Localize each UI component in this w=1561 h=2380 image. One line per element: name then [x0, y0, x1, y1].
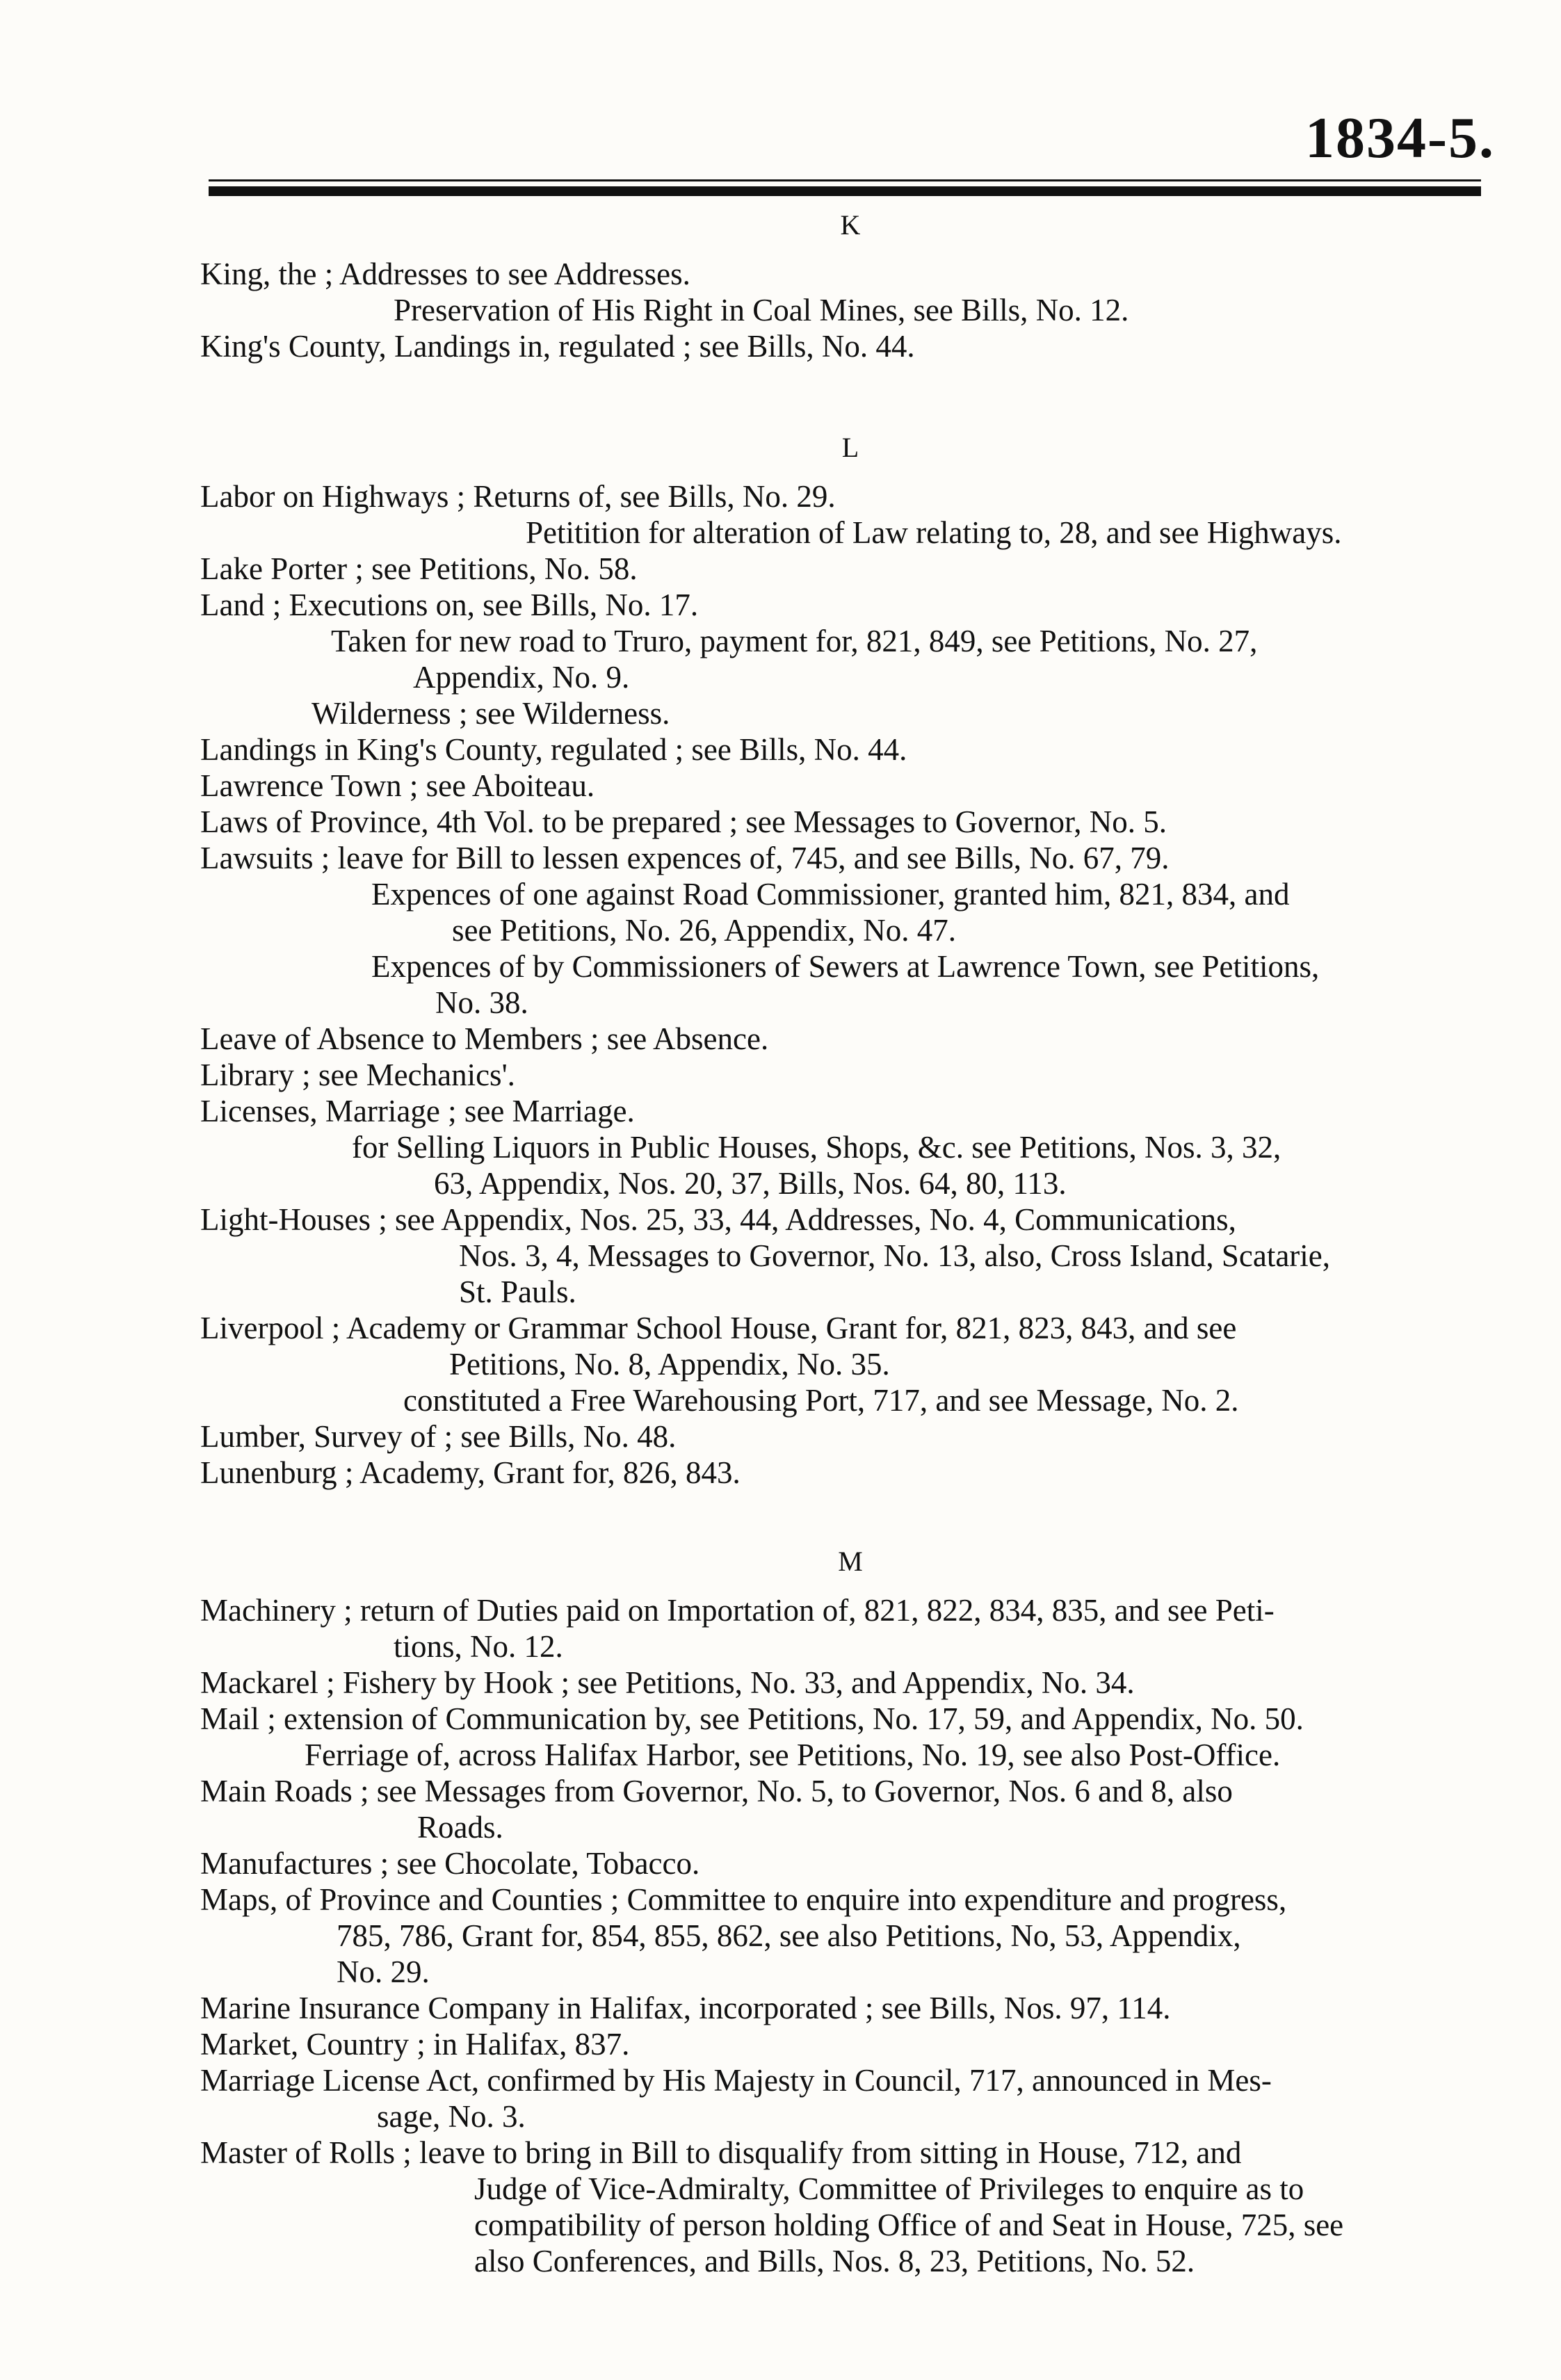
index-subentry: Expences of by Commissioners of Sewers at Lawrence Town, see Petitions, — [371, 949, 1320, 984]
index-continuation: Nos. 3, 4, Messages to Governor, No. 13, also, Cross Island, Scatarie, — [459, 1238, 1331, 1273]
index-entry: Liverpool ; Academy or Grammar School House, Grant for, 821, 823, 843, and see — [200, 1311, 1237, 1345]
index-continuation: Roads. — [417, 1810, 503, 1845]
index-entry: Main Roads ; see Messages from Governor, No. 5, to Governor, Nos. 6 and 8, also — [200, 1774, 1233, 1808]
index-subentry: Expences of one against Road Commissioner, granted him, 821, 834, and — [371, 877, 1290, 912]
section-letter-k: K — [840, 209, 861, 241]
index-entry: Land ; Executions on, see Bills, No. 17. — [200, 588, 699, 622]
index-entry: Maps, of Province and Counties ; Committee to enquire into expenditure and progress, — [200, 1882, 1287, 1917]
index-entry: Market, Country ; in Halifax, 837. — [200, 2027, 630, 2062]
index-entry: Leave of Absence to Members ; see Absence. — [200, 1021, 769, 1056]
index-continuation: see Petitions, No. 26, Appendix, No. 47. — [452, 913, 956, 948]
index-continuation: Petitions, No. 8, Appendix, No. 35. — [449, 1347, 890, 1382]
index-entry: Licenses, Marriage ; see Marriage. — [200, 1094, 635, 1128]
index-entry: Marine Insurance Company in Halifax, incorporated ; see Bills, Nos. 97, 114. — [200, 1991, 1171, 2025]
index-continuation: sage, No. 3. — [377, 2099, 526, 2134]
header-rule-thin — [209, 179, 1481, 181]
index-entry: Light-Houses ; see Appendix, Nos. 25, 33, 44, Addresses, No. 4, Communications, — [200, 1202, 1236, 1237]
index-entry: Master of Rolls ; leave to bring in Bill to disqualify from sitting in House, 712, and — [200, 2135, 1242, 2170]
index-subentry: Taken for new road to Truro, payment for, 821, 849, see Petitions, No. 27, — [331, 624, 1258, 658]
index-entry: Machinery ; return of Duties paid on Importation of, 821, 822, 834, 835, and see Peti- — [200, 1593, 1275, 1628]
index-content — [200, 202, 1501, 2279]
index-entry: Library ; see Mechanics'. — [200, 1058, 515, 1092]
index-continuation: Appendix, No. 9. — [413, 660, 630, 695]
index-entry: Marriage License Act, confirmed by His Majesty in Council, 717, announced in Mes- — [200, 2063, 1272, 2098]
index-entry: Laws of Province, 4th Vol. to be prepared ; see Messages to Governor, No. 5. — [200, 804, 1167, 839]
index-entry: Mail ; extension of Communication by, see Petitions, No. 17, 59, and Appendix, No. 50. — [200, 1701, 1304, 1736]
index-continuation: 785, 786, Grant for, 854, 855, 862, see also Petitions, No, 53, Appendix, — [337, 1918, 1241, 1953]
index-continuation: 63, Appendix, Nos. 20, 37, Bills, Nos. 64, 80, 113. — [434, 1166, 1067, 1201]
index-entry: King's County, Landings in, regulated ; see Bills, No. 44. — [200, 329, 915, 364]
index-entry: Labor on Highways ; Returns of, see Bills, No. 29. — [200, 479, 836, 514]
index-continuation: No. 38. — [435, 985, 528, 1020]
index-subentry: constituted a Free Warehousing Port, 717, and see Message, No. 2. — [403, 1383, 1239, 1418]
index-subentry: for Selling Liquors in Public Houses, Shops, &c. see Petitions, Nos. 3, 32, — [352, 1130, 1281, 1165]
page-year-header: 1834-5. — [1305, 106, 1495, 170]
section-letter-l: L — [841, 432, 859, 463]
index-subentry: Preservation of His Right in Coal Mines, see Bills, No. 12. — [394, 293, 1129, 327]
index-entry: Lake Porter ; see Petitions, No. 58. — [200, 551, 638, 586]
index-subentry: Wilderness ; see Wilderness. — [312, 696, 670, 731]
index-continuation: tions, No. 12. — [394, 1629, 563, 1664]
index-entry: Lawsuits ; leave for Bill to lessen expences of, 745, and see Bills, No. 67, 79. — [200, 841, 1170, 875]
header-rule — [209, 186, 1481, 196]
index-entry: Lawrence Town ; see Aboiteau. — [200, 768, 595, 803]
index-subentry: Petitition for alteration of Law relating to, 28, and see Highways. — [526, 515, 1342, 550]
index-continuation: St. Pauls. — [459, 1274, 576, 1309]
index-entry: Lunenburg ; Academy, Grant for, 826, 843. — [200, 1455, 741, 1490]
index-entry: King, the ; Addresses to see Addresses. — [200, 257, 690, 291]
index-entry: Lumber, Survey of ; see Bills, No. 48. — [200, 1419, 677, 1454]
index-entry: Manufactures ; see Chocolate, Tobacco. — [200, 1846, 700, 1881]
index-continuation: Judge of Vice-Admiralty, Committee of Privileges to enquire as to — [474, 2171, 1304, 2206]
index-subentry: Ferriage of, across Halifax Harbor, see Petitions, No. 19, see also Post-Office. — [305, 1738, 1281, 1772]
index-continuation: No. 29. — [337, 1954, 430, 1989]
section-letter-m: M — [838, 1546, 863, 1577]
index-continuation: also Conferences, and Bills, Nos. 8, 23, Petitions, No. 52. — [474, 2244, 1195, 2278]
index-entry: Landings in King's County, regulated ; see Bills, No. 44. — [200, 732, 907, 767]
index-entry: Mackarel ; Fishery by Hook ; see Petitions, No. 33, and Appendix, No. 34. — [200, 1665, 1135, 1700]
index-continuation: compatibility of person holding Office of and Seat in House, 725, see — [474, 2208, 1344, 2242]
